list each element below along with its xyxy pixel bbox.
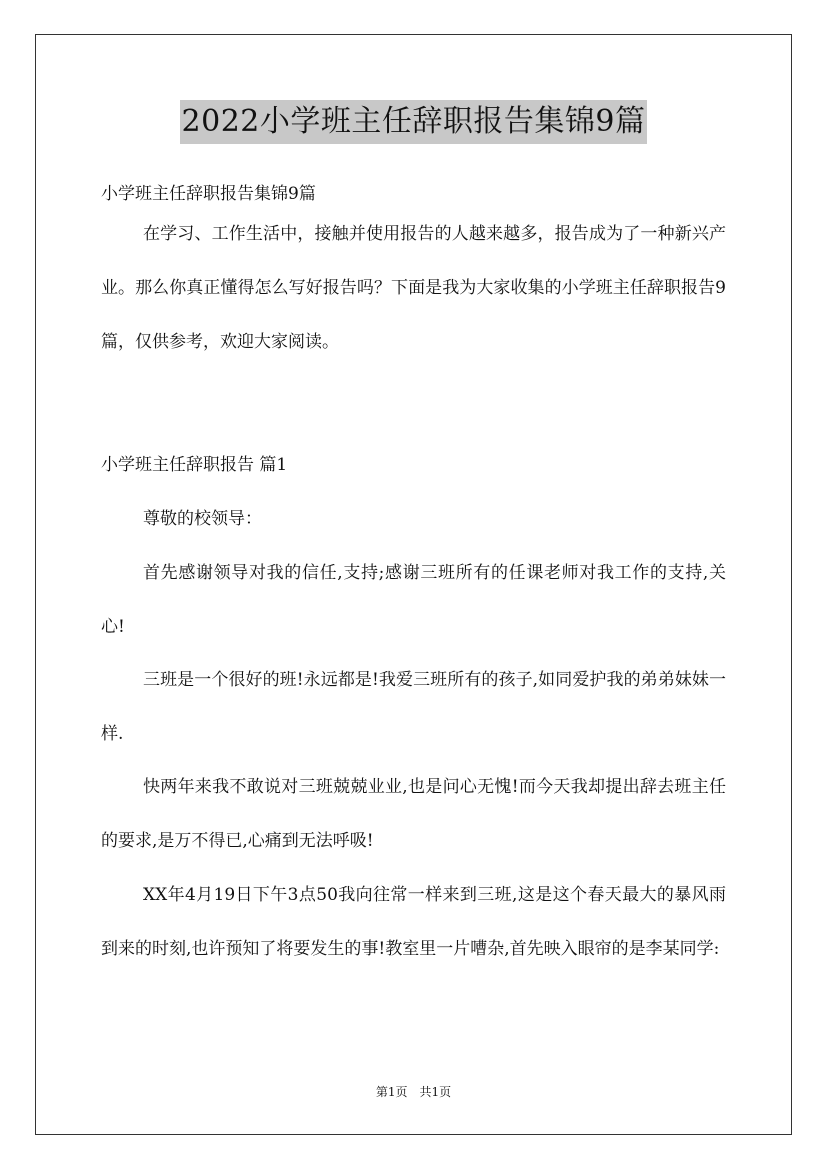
title-container: [0, 100, 827, 144]
body-paragraph-4: XX年4月19日下午3点50我向往常一样来到三班,这是这个春天最大的暴风雨到来的时刻,也许预知了将要发生的事!教室里一片嘈杂,首先映入眼帘的是李某同学:: [101, 885, 726, 959]
section-heading: 小学班主任辞职报告 篇1: [101, 455, 288, 475]
greeting: 尊敬的校领导：: [143, 509, 262, 529]
body-paragraph-1: 首先感谢领导对我的信任,支持;感谢三班所有的任课老师对我工作的支持,关心!: [101, 563, 726, 637]
body-paragraph-3: 快两年来我不敢说对三班兢兢业业,也是问心无愧!而今天我却提出辞去班主任的要求,是万不得已,心痛到无法呼吸!: [101, 777, 726, 851]
intro-paragraph: 在学习、工作生活中，接触并使用报告的人越来越多，报告成为了一种新兴产业。那么你真正懂得怎么写好报告吗？下面是我为大家收集的小学班主任辞职报告9篇，仅供参考，欢迎大家阅读。: [101, 224, 726, 352]
page-number: 第1页 共1页: [375, 1085, 452, 1099]
document-subtitle: 小学班主任辞职报告集锦9篇: [101, 184, 316, 204]
body-paragraph-2: 三班是一个很好的班!永远都是!我爱三班所有的孩子,如同爱护我的弟弟妹妹一样.: [101, 670, 726, 744]
page-footer: [0, 1083, 827, 1100]
document-title: 2022小学班主任辞职报告集锦9篇: [180, 100, 648, 144]
